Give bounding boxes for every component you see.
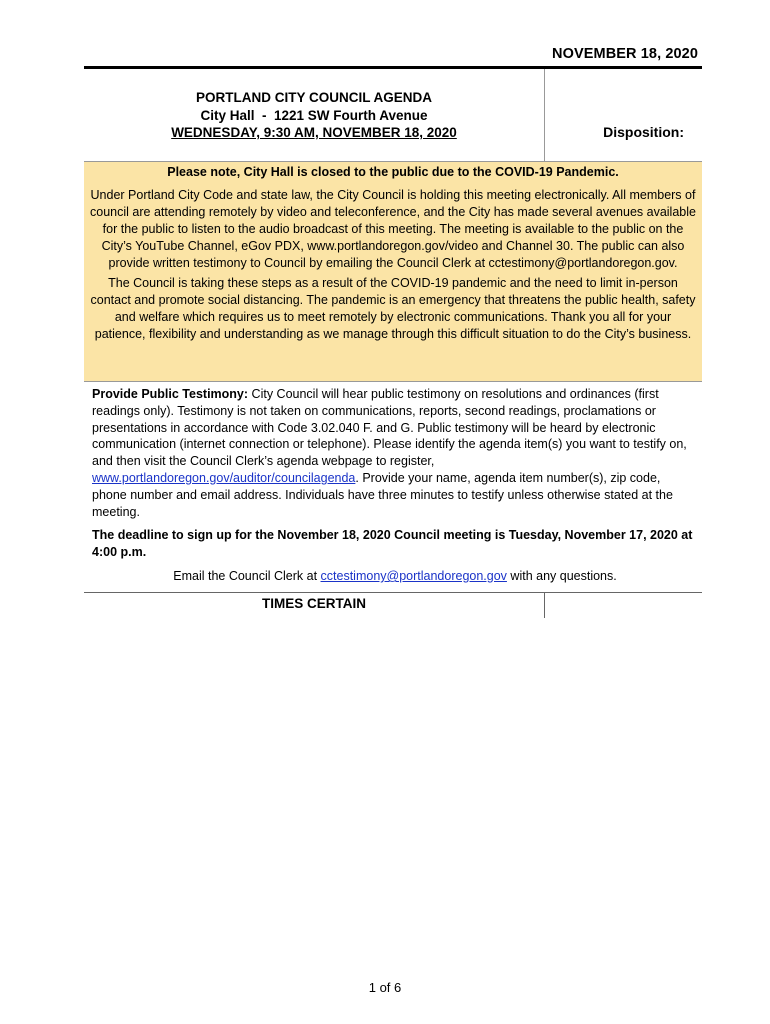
agenda-title-block bbox=[84, 89, 544, 142]
email-line bbox=[92, 568, 698, 585]
signup-deadline: The deadline to sign up for the November 18, 2020 Council meeting is Tuesday, November 17, 2020 at 4:00 p.m. bbox=[92, 528, 693, 560]
notice-paragraph: Under Portland City Code and state law, the City Council is holding this meeting electronically. All members of council are attending remotely by video and teleconference, and the City has made several avenues available for the public to listen to the audio broadcast of this meeting. The meeting is available to the public on the City’s YouTube Channel, eGov PDX, www.portlandoregon.gov/video and Channel 30. The public can also provide written testimony to Council by emailing the Council Clerk at cctestimony@portlandoregon.gov. bbox=[90, 188, 696, 270]
section-rule bbox=[84, 592, 702, 593]
agenda-title: PORTLAND CITY COUNCIL AGENDA bbox=[195, 90, 432, 105]
times-certain-heading: TIMES CERTAIN bbox=[262, 596, 366, 611]
testimony-text: . Provide your name, agenda item number(s), zip code, phone number and email address. Individuals have three minutes to testify unless otherwise stated at the meeting. bbox=[92, 470, 673, 519]
agenda-location: City Hall - 1221 SW Fourth Avenue bbox=[200, 107, 428, 123]
disposition-label: Disposition: bbox=[603, 124, 684, 140]
notice-title: Please note, City Hall is closed to the public due to the COVID-19 Pandemic. bbox=[167, 165, 619, 179]
agenda-date: NOVEMBER 18, 2020 bbox=[552, 46, 698, 62]
testimony-text: City Council will hear public testimony on resolutions and ordinances (first readings only). Testimony is not taken on communications, reports, second readings, proclamations or presentations in accordance with Code 3.02.040 F. and G. Public testimony will be heard by electronic communication (internet connection or telephone). Please identify the agenda item(s) you want to testify on, and then visit the Council Clerk’s agenda webpage to register, bbox=[92, 387, 687, 469]
council-agenda-link[interactable]: www.portlandoregon.gov/auditor/councilagenda bbox=[92, 470, 356, 485]
testimony-label: Provide Public Testimony: bbox=[92, 387, 249, 401]
column-divider bbox=[544, 592, 545, 618]
agenda-datetime: WEDNESDAY, 9:30 AM, NOVEMBER 18, 2020 bbox=[171, 125, 457, 140]
email-suffix: with any questions. bbox=[506, 568, 617, 583]
notice-paragraph: The Council is taking these steps as a result of the COVID-19 pandemic and the need to limit in-person contact and promote social distancing. The pandemic is an emergency that threatens the public health, safety and welfare which requires us to meet remotely by electronic communications. Thank you all for your patience, flexibility and understanding as we manage through this difficult situation to do the City’s business. bbox=[90, 276, 696, 341]
agenda-title-cell bbox=[84, 69, 545, 161]
clerk-email-link[interactable]: cctestimony@portlandoregon.gov bbox=[320, 568, 507, 583]
testimony-paragraph bbox=[92, 386, 698, 520]
covid-notice bbox=[84, 161, 702, 382]
agenda-header bbox=[84, 69, 702, 161]
testimony-section bbox=[92, 386, 698, 585]
email-prefix: Email the Council Clerk at bbox=[173, 568, 321, 583]
page-number: 1 of 6 bbox=[368, 980, 402, 995]
